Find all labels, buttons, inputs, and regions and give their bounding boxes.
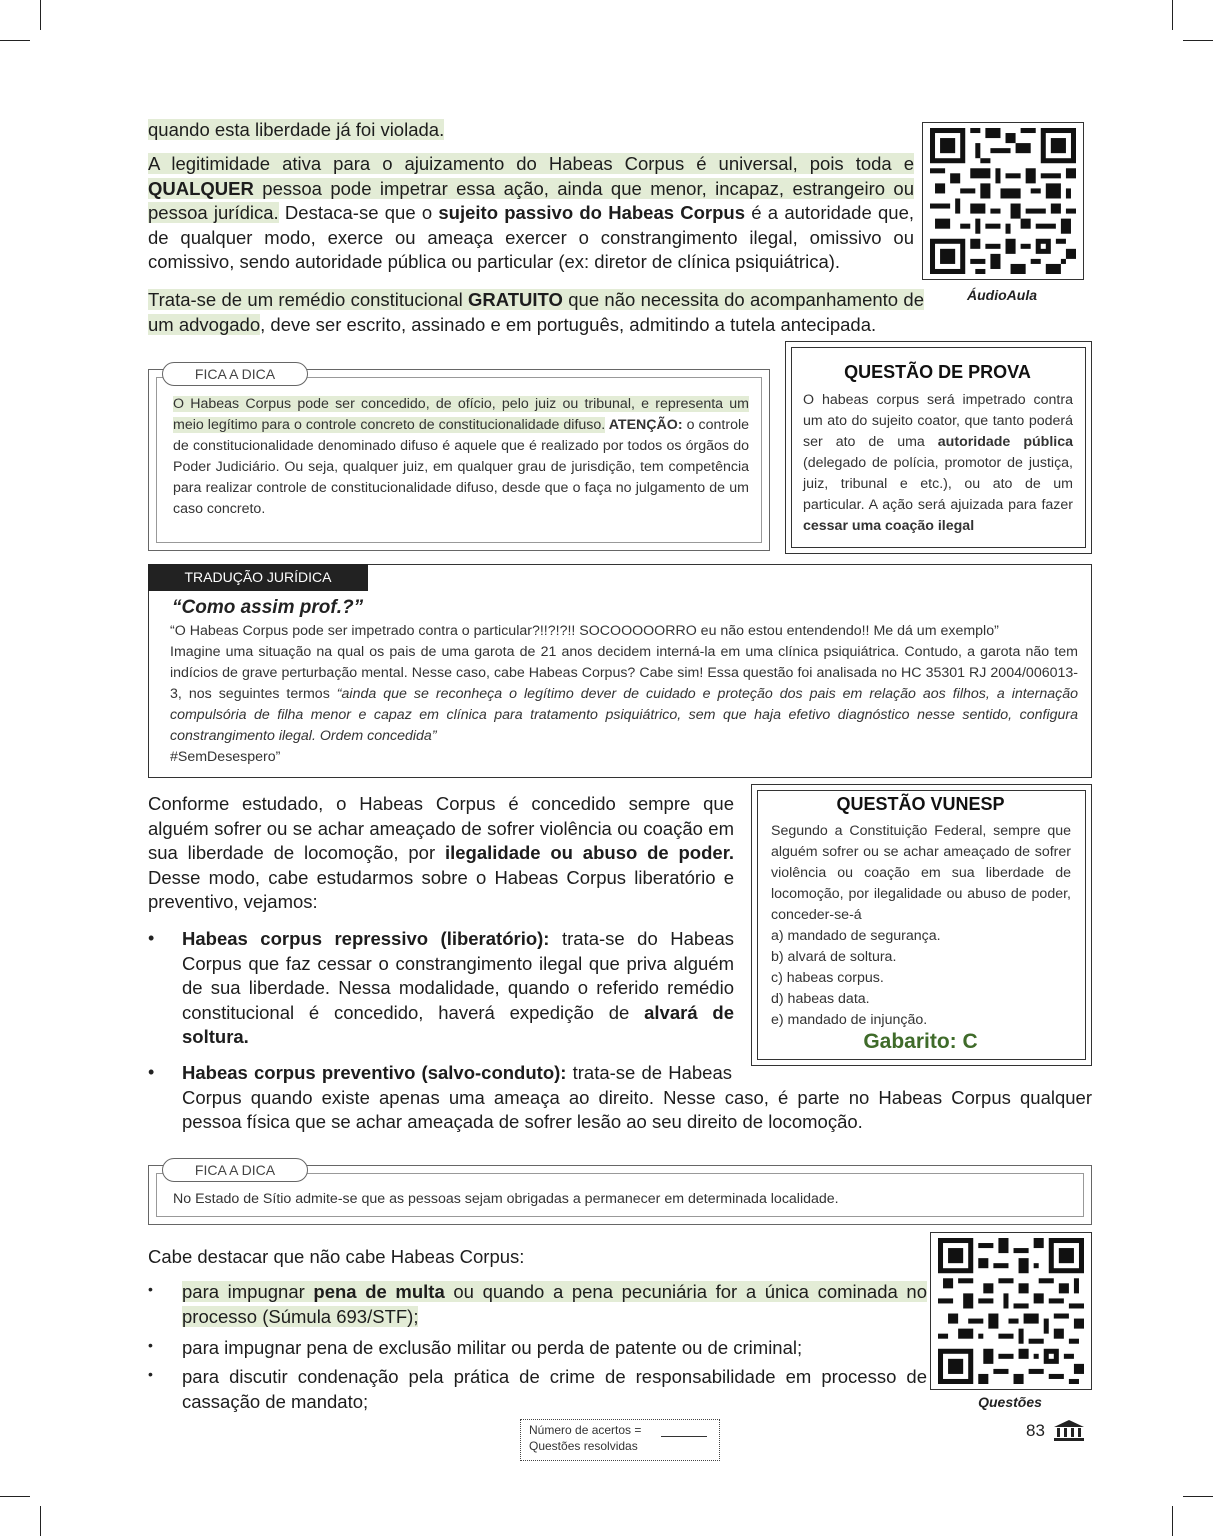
page-number: 83 (1026, 1421, 1045, 1440)
crop-mark (0, 1496, 30, 1497)
qr-code-questoes[interactable] (930, 1232, 1092, 1390)
tip-text: O Habeas Corpus pode ser concedido, de ofício, pelo juiz ou tribunal, e representa um meio legítimo para o controle concreto de constitucionalidade difuso. ATENÇÃO: o controle de constitucionalidade denominado difuso é aquele que é realizado por todos os órgãos do Poder Judiciário. Ou seja, qualquer juiz, em qualquer grau de jurisdição, tem competência para realizar controle de constitucionalidade difuso, desde que o faça no julgamento de um caso concreto. (173, 396, 749, 517)
legal-translation-heading: “Como assim prof.?” (172, 597, 364, 618)
vunesp-question-text: Segundo a Constituição Federal, sempre que alguém sofrer ou se achar ameaçado de sofrer violência ou coação em sua liberdade de locomoção, por ilegalidade ou abuso de poder, conceder-se-á a) mandado de segurança. b) alvará de soltura. c) habeas corpus. d) habeas data. e) mandado de injunção. (771, 821, 1071, 1031)
answer-key: Gabarito: C (863, 1030, 978, 1053)
qr-code-icon (930, 128, 1076, 274)
score-line (661, 1436, 707, 1437)
answer-option: d) habeas data. (771, 991, 870, 1007)
highlighted-text: quando esta liberdade já foi violada. (148, 119, 445, 140)
tip-tab: FICA A DICA (162, 362, 308, 386)
qr-label: Questões (978, 1394, 1042, 1410)
paragraph-gratuito: Trata-se de um remédio constitucional GRATUITO que não necessita do acompanhamento de um advogado, deve ser escrito, assinado e em português, admitindo a tutela antecipada. (148, 289, 924, 335)
paragraph-intro (148, 118, 918, 143)
score-correct-label: Número de acertos = (529, 1423, 642, 1437)
bullet-dot: • (148, 1281, 153, 1297)
score-resolved-label: Questões resolvidas (529, 1439, 638, 1453)
bullet-dot: • (148, 1062, 155, 1082)
crop-mark (40, 1506, 41, 1536)
crop-mark (0, 40, 30, 41)
answer-option: b) alvará de soltura. (771, 949, 897, 965)
highlighted-text: O Habeas Corpus pode ser concedido, de ofício, pelo juiz ou tribunal, e representa um meio legítimo para o controle concreto de constitucionalidade difuso. (173, 396, 749, 433)
crop-mark (1172, 1506, 1173, 1536)
crop-mark (40, 0, 41, 30)
crop-mark (1172, 0, 1173, 30)
institution-logo-icon (1052, 1418, 1086, 1442)
bullet-dot: • (148, 928, 155, 948)
tip-text: No Estado de Sítio admite-se que as pessoas sejam obrigadas a permanecer em determinada localidade. (173, 1191, 839, 1207)
list-item (182, 1280, 927, 1329)
paragraph-legitimidade: A legitimidade ativa para o ajuizamento do Habeas Corpus é universal, pois toda e QUALQUER pessoa pode impetrar essa ação, ainda que menor, incapaz, estrangeiro ou pessoa jurídica. Destaca-se que o sujeito passivo do Habeas Corpus é a autoridade que, de qualquer modo, exerce ou ameaça exercer o constrangimento ilegal, omissivo ou comissivo, sendo autoridade pública ou particular (ex: diretor de clínica psiquiátrica). (148, 153, 915, 272)
vunesp-question-title: QUESTÃO VUNESP (836, 794, 1005, 814)
exam-question-text: O habeas corpus será impetrado contra um ato do sujeito coator, que tanto poderá ser ato de uma autoridade pública (delegado de polícia, promotor de justiça, juiz, tribunal e etc.), ou ato de um particular. A ação será ajuizada para fazer cessar uma coação ilegal (803, 392, 1073, 534)
score-box (520, 1419, 720, 1461)
bullet-repressivo: Habeas corpus repressivo (liberatório): trata-se do Habeas Corpus que faz cessar o constrangimento ilegal que priva alguém de sua liberdade. Nessa modalidade, quando o referido remédio constitucional é concedido, haverá expedição de alvará de soltura. (182, 928, 734, 1047)
paragraph-nao-cabe: Cabe destacar que não cabe Habeas Corpus: (148, 1246, 525, 1267)
legal-translation-text: “O Habeas Corpus pode ser impetrado contra o particular?!!?!?!! SOCOOOOORRO eu não estou entendendo!! Me dá um exemplo” Imagine uma situação na qual os pais de uma garota de 21 anos decidem interná-la em uma clínica psiquiátrica. Contudo, a garota não tem indícios de grave perturbação mental. Nesse caso, cabe Habeas Corpus? Cabe sim! Essa questão foi analisada no HC 35301 RJ 2004/006013-3, nos seguintes termos “ainda que se reconheça o legítimo dever de cuidado e proteção dos pais em relação aos filhos, a internação compulsória de filha menor e capaz em clínica para tratamento psiquiátrico, sem que haja efetivo diagnóstico nesse sentido, configura constrangimento ilegal. Ordem concedida” #SemDesespero” (170, 623, 1078, 765)
tip-tab: FICA A DICA (162, 1158, 308, 1182)
highlighted-text: A legitimidade ativa para o ajuizamento do Habeas Corpus é universal, pois toda e QUALQUER pessoa pode impetrar essa ação, ainda que menor, incapaz, estrangeiro ou pessoa jurídica. (148, 153, 914, 223)
list-item: para discutir condenação pela prática de crime de responsabilidade em processo de cassação de mandato; (182, 1366, 927, 1412)
answer-option: c) habeas corpus. (771, 970, 884, 986)
highlighted-text: Trata-se de um remédio constitucional GRATUITO que não necessita do acompanhamento de um advogado (148, 289, 924, 335)
qr-label: ÁudioAula (967, 287, 1037, 303)
bullet-dot: • (148, 1366, 153, 1382)
crop-mark (1183, 1496, 1213, 1497)
bullet-dot: • (148, 1337, 153, 1353)
list-item: para impugnar pena de exclusão militar ou perda de patente ou de criminal; (182, 1337, 803, 1358)
qr-code-audioaula[interactable] (922, 122, 1084, 280)
answer-option: e) mandado de injunção. (771, 1012, 928, 1028)
exam-question-title: QUESTÃO DE PROVA (844, 362, 1031, 382)
qr-code-icon (938, 1238, 1084, 1384)
highlighted-text: para impugnar pena de multa ou quando a pena pecuniária for a única cominada no processo (Súmula 693/STF); (182, 1281, 928, 1327)
bullet-preventivo-text: Habeas corpus preventivo (salvo-conduto): trata-se de Habeas Corpus quando existe apenas uma ameaça ao direito. Nesse caso, é parte no Habeas Corpus qualquer pessoa física que se achar ameaçada de sofrer lesão ao seu direito de locomoção. (182, 1062, 1092, 1132)
answer-option: a) mandado de segurança. (771, 928, 941, 944)
legal-translation-tab: TRADUÇÃO JURÍDICA (148, 564, 368, 591)
paragraph-conforme: Conforme estudado, o Habeas Corpus é concedido sempre que alguém sofrer ou se achar ameaçado de sofrer violência ou coação em sua liberdade de locomoção, por ilegalidade ou abuso de poder. Desse modo, cabe estudarmos sobre o Habeas Corpus liberatório e preventivo, vejamos: (148, 793, 735, 912)
crop-mark (1183, 40, 1213, 41)
